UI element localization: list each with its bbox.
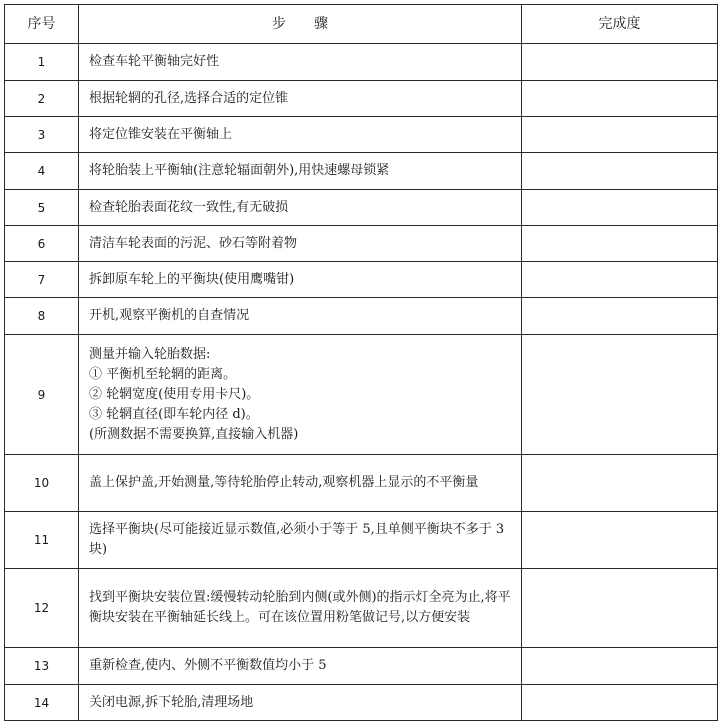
table-row	[5, 335, 718, 455]
row-number: 11	[5, 512, 79, 569]
row-completion-cell[interactable]	[522, 262, 718, 298]
table-row	[5, 648, 718, 685]
row-completion-cell[interactable]	[522, 298, 718, 335]
table-row	[5, 455, 718, 512]
table-row	[5, 117, 718, 153]
row-step: 重新检查,使内、外侧不平衡数值均小于 5	[79, 648, 522, 685]
header-steps	[79, 5, 522, 44]
header-completion: 完成度	[522, 5, 718, 44]
row-step: 检查轮胎表面花纹一致性,有无破损	[79, 190, 522, 226]
row-step: 开机,观察平衡机的自查情况	[79, 298, 522, 335]
row-number: 13	[5, 648, 79, 685]
row-completion-cell[interactable]	[522, 117, 718, 153]
table-row	[5, 226, 718, 262]
table-row	[5, 190, 718, 226]
row-number: 6	[5, 226, 79, 262]
row-number: 3	[5, 117, 79, 153]
row-step: 关闭电源,拆下轮胎,清理场地	[79, 685, 522, 721]
row-number: 2	[5, 81, 79, 117]
table-row	[5, 298, 718, 335]
row-step: 将定位锥安装在平衡轴上	[79, 117, 522, 153]
table-row	[5, 81, 718, 117]
row-step: 测量并输入轮胎数据: ① 平衡机至轮辋的距离。 ② 轮辋宽度(使用专用卡尺)。 ③ 轮辋直径(即车轮内径 d)。 (所测数据不需要换算,直接输入机器)	[79, 335, 522, 455]
row-completion-cell[interactable]	[522, 455, 718, 512]
table-row	[5, 153, 718, 190]
row-completion-cell[interactable]	[522, 335, 718, 455]
row-number: 8	[5, 298, 79, 335]
row-number: 4	[5, 153, 79, 190]
row-completion-cell[interactable]	[522, 685, 718, 721]
table-row	[5, 44, 718, 81]
row-completion-cell[interactable]	[522, 226, 718, 262]
row-completion-cell[interactable]	[522, 190, 718, 226]
procedure-table	[4, 4, 718, 721]
row-step: 清洁车轮表面的污泥、砂石等附着物	[79, 226, 522, 262]
row-number: 14	[5, 685, 79, 721]
row-completion-cell[interactable]	[522, 44, 718, 81]
header-serial-number: 序号	[5, 5, 79, 44]
row-step: 找到平衡块安装位置:缓慢转动轮胎到内侧(或外侧)的指示灯全亮为止,将平衡块安装在平衡轴延长线上。可在该位置用粉笔做记号,以方便安装	[79, 569, 522, 648]
row-completion-cell[interactable]	[522, 153, 718, 190]
row-step: 将轮胎装上平衡轴(注意轮辐面朝外),用快速螺母锁紧	[79, 153, 522, 190]
table-row	[5, 512, 718, 569]
row-completion-cell[interactable]	[522, 512, 718, 569]
row-step: 根据轮辋的孔径,选择合适的定位锥	[79, 81, 522, 117]
table-row	[5, 685, 718, 721]
row-number: 12	[5, 569, 79, 648]
row-number: 10	[5, 455, 79, 512]
row-step: 拆卸原车轮上的平衡块(使用鹰嘴钳)	[79, 262, 522, 298]
table-header-row	[5, 5, 718, 44]
row-step: 选择平衡块(尽可能接近显示数值,必须小于等于 5,且单侧平衡块不多于 3 块)	[79, 512, 522, 569]
row-completion-cell[interactable]	[522, 569, 718, 648]
procedure-table-container	[4, 4, 717, 718]
row-completion-cell[interactable]	[522, 81, 718, 117]
row-number: 7	[5, 262, 79, 298]
row-number: 5	[5, 190, 79, 226]
table-row	[5, 262, 718, 298]
header-steps-label: 步骤	[272, 16, 356, 32]
row-completion-cell[interactable]	[522, 648, 718, 685]
row-number: 9	[5, 335, 79, 455]
row-step: 盖上保护盖,开始测量,等待轮胎停止转动,观察机器上显示的不平衡量	[79, 455, 522, 512]
table-row	[5, 569, 718, 648]
row-step: 检查车轮平衡轴完好性	[79, 44, 522, 81]
row-number: 1	[5, 44, 79, 81]
